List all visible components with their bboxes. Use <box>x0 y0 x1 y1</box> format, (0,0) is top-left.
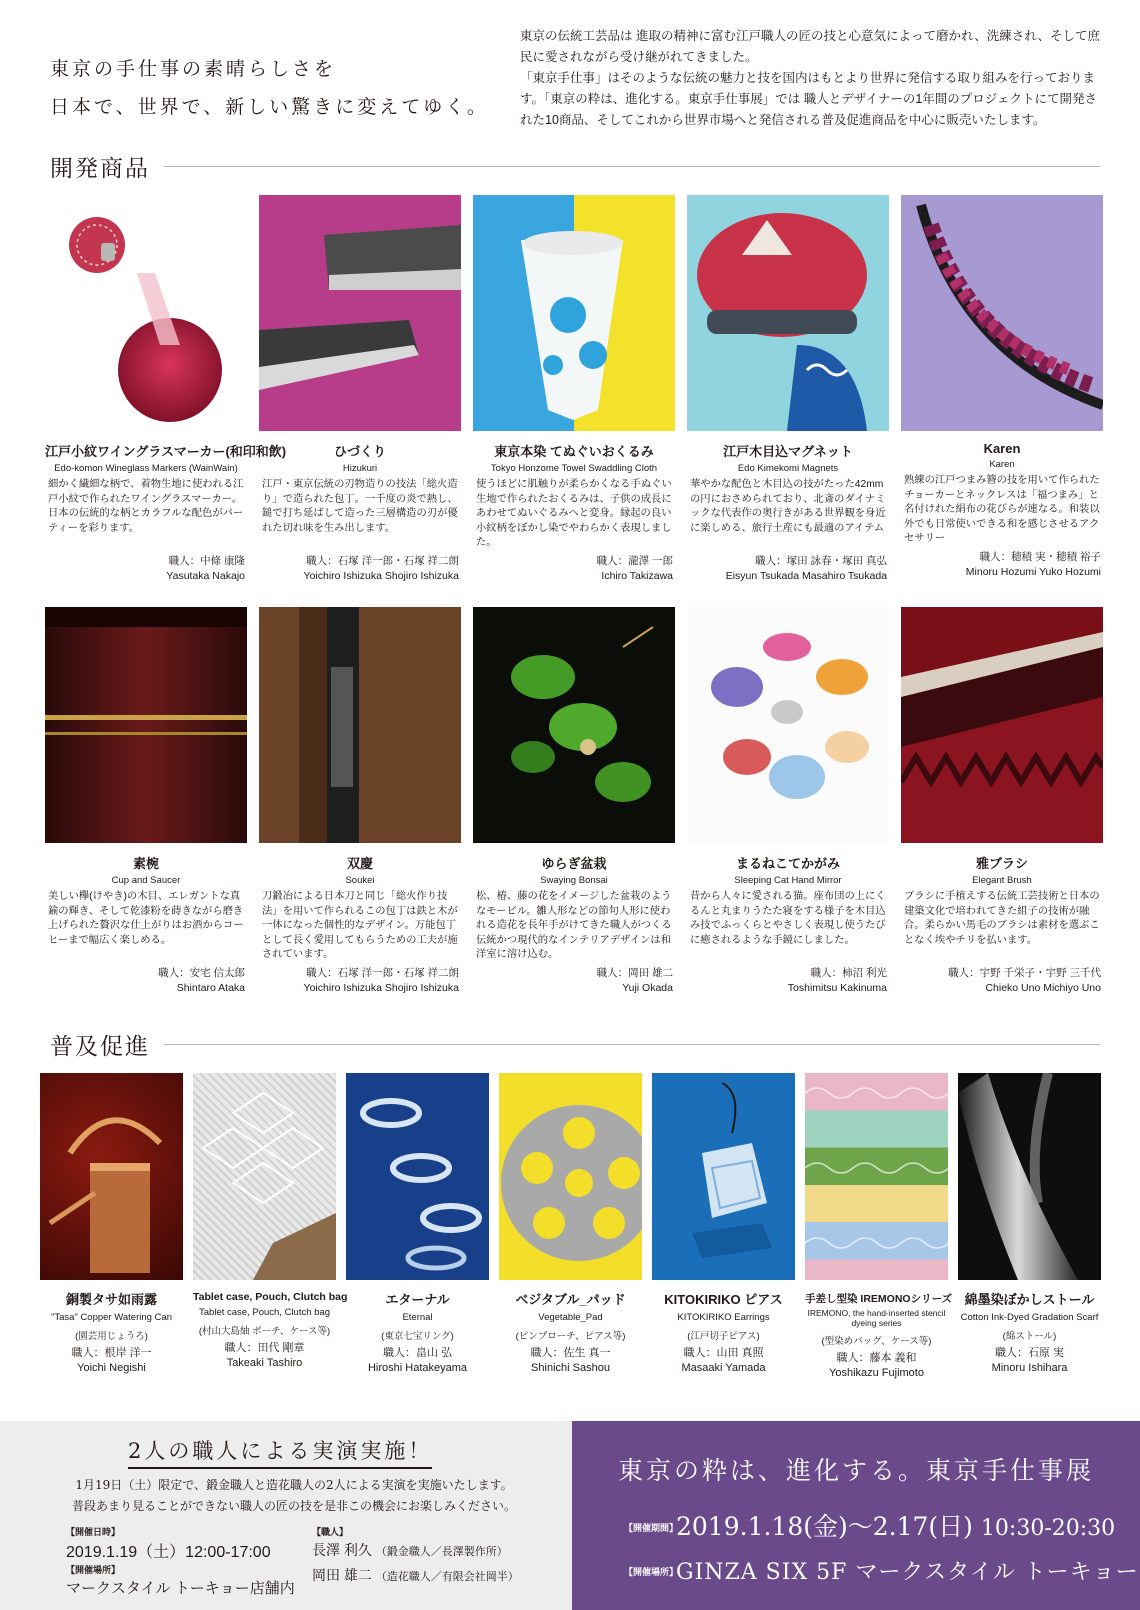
promotion-photo-gradation-scarf <box>958 1073 1101 1280</box>
product-name: 東京本染 てぬぐいおくるみ <box>494 444 654 459</box>
artisan-credit <box>473 554 675 584</box>
product-photo-swaying-bonsai <box>473 607 675 843</box>
product-name-en: Sleeping Cat Hand Mirror <box>734 875 842 886</box>
artisan-en: Shinichi Sashou <box>531 1362 610 1374</box>
product-photo-wineglass-marker <box>45 195 247 431</box>
demo-date-label: 【開催日時】 <box>66 1527 121 1537</box>
artisan-en: Toshimitsu Kakinuma <box>787 982 887 994</box>
product-desc: 細かく繊細な柄で、着物生地に使われる江戸小紋で作られたワイングラスマーカー。日本の伝統的な柄とカラフルな配色がパーティーを彩ります。 <box>48 479 244 534</box>
product-card[interactable] <box>45 607 247 996</box>
artisan-en: Eisyun Tsukada Masahiro Tsukada <box>725 570 887 582</box>
artisan-en: Yoshikazu Fujimoto <box>829 1367 924 1379</box>
demo-artisan-role: （造花職人／有限会社岡半） <box>375 1571 519 1583</box>
product-photo-karen-choker <box>901 195 1103 431</box>
artisan-en: Ichiro Takizawa <box>601 570 673 582</box>
artisan-jp: 職人：安宅 信太郎 <box>158 967 245 979</box>
demo-artisan-1 <box>312 1539 519 1564</box>
artisan-credit <box>499 1346 642 1376</box>
promotion-name-en: KITOKIRIKO Earrings <box>677 1312 770 1323</box>
section-heading-promotion <box>50 1028 1100 1061</box>
product-card[interactable] <box>901 607 1103 996</box>
promotion-name-en: Eternal <box>402 1312 433 1323</box>
artisan-credit <box>45 966 247 996</box>
product-card[interactable] <box>687 195 889 584</box>
demo-artisan-name: 長澤 利久 <box>312 1542 372 1558</box>
promotion-name: エターナル <box>385 1292 450 1307</box>
promotion-sub: (園芸用じょうろ) <box>75 1331 148 1342</box>
event-panel <box>572 1421 1140 1610</box>
product-desc: 華やかな配色と木目込の技がたった42mmの円におさめられており、北斎のダイナミックな代表作の奥行きがある世界観を身近に楽しめる、旅行土産にも最適のアイテム <box>690 479 886 534</box>
product-name: 素椀 <box>132 856 159 871</box>
artisan-en: Minoru Hozumi Yuko Hozumi <box>965 566 1101 578</box>
event-period-label: 【開催期間】 <box>624 1523 679 1533</box>
tagline-line-1: 東京の手仕事の素晴らしさを <box>50 58 337 80</box>
artisan-en: Minoru Ishihara <box>991 1362 1068 1374</box>
demo-artisans-label: 【職人】 <box>312 1527 349 1537</box>
promotion-name-en: "Tasa" Copper Watering Can <box>51 1312 172 1323</box>
demo-artisans <box>312 1539 519 1589</box>
promotion-name: ベジタブル_パッド <box>515 1292 626 1307</box>
promotion-card[interactable] <box>346 1073 489 1381</box>
product-name-en: Karen <box>989 459 1015 470</box>
promotion-card[interactable] <box>40 1073 183 1381</box>
promotion-sub: (東京七宝リング) <box>381 1331 454 1342</box>
artisan-credit <box>259 554 461 584</box>
artisan-credit <box>687 966 889 996</box>
section-rule <box>164 166 1100 167</box>
artisan-en: Shintaro Ataka <box>176 982 245 994</box>
product-photo-cup-and-saucer <box>45 607 247 843</box>
artisan-jp: 職人：藤本 義和 <box>836 1352 917 1364</box>
artisan-en: Yuji Okada <box>622 982 673 994</box>
product-name-en: Edo Kimekomi Magnets <box>737 463 839 474</box>
demo-title: 2人の職人による実演実施！ <box>128 1435 432 1469</box>
product-photo-hizukuri-knife <box>259 195 461 431</box>
intro-text <box>520 26 1100 131</box>
demo-place-label: 【開催場所】 <box>66 1565 121 1575</box>
artisan-en: Chieko Uno Michiyo Uno <box>985 982 1101 994</box>
artisan-jp: 職人：岡田 雄二 <box>596 967 673 979</box>
promotion-name-en: Cotton Ink-Dyed Gradation Scarf <box>960 1312 1099 1323</box>
artisan-en: Yoichiro Ishizuka Shojiro Ishizuka <box>303 982 459 994</box>
product-name: 双慶 <box>346 856 373 871</box>
intro-paragraph-1: 東京の伝統工芸品は 進取の精神に富む江戸職人の匠の技と心意気によって磨かれ、洗練され、そして庶民に愛されながら受け継がれてきました。 <box>520 29 1100 64</box>
promotion-card[interactable] <box>499 1073 642 1381</box>
artisan-jp: 職人：瀧澤 一郎 <box>596 555 673 567</box>
product-photo-soukei-knife <box>259 607 461 843</box>
promotion-name-en: Tablet case, Pouch, Clutch bag <box>199 1307 330 1318</box>
artisan-jp: 職人：穂積 実・穂積 裕子 <box>979 551 1101 563</box>
artisan-credit <box>346 1346 489 1376</box>
product-card[interactable] <box>473 195 675 584</box>
demo-date: 2019.1.19（土）12:00-17:00 <box>66 1544 271 1561</box>
artisan-credit <box>473 966 675 996</box>
artisan-en: Masaaki Yamada <box>681 1362 766 1374</box>
artisan-en: Yoichiro Ishizuka Shojiro Ishizuka <box>303 570 459 582</box>
intro-paragraph-2: 「東京手仕事」はそのような伝統の魅力と技を国内はもとより世界に発信する取り組みを行っております。「東京の粋は、進化する。東京手仕事展」では 職人とデザイナーの1年間のプロジェクトにて開発された10商品、そしてこれから世界市場へと発信される普及促進商品を中心に販売いたします。 <box>520 71 1098 127</box>
product-name: ゆらぎ盆栽 <box>541 856 607 871</box>
product-desc: 松、椿、藤の花をイメージした盆栽のようなモービル。雛人形などの節句人形に使われる造花を長年手がけてきた職人がつくる伝統かつ現代的なインテリアデザインは和洋室に溶け込む。 <box>476 891 672 960</box>
artisan-en: Yoichi Negishi <box>77 1362 146 1374</box>
artisan-jp: 職人：塚田 詠春・塚田 真弘 <box>755 555 887 567</box>
promotion-name: 銅製タサ如雨露 <box>65 1292 157 1307</box>
section-title: 普及促進 <box>50 1034 150 1060</box>
artisan-credit <box>805 1351 948 1381</box>
event-dates: 2019.1.18(金)〜2.17(日) <box>676 1512 973 1541</box>
artisan-jp: 職人：中條 康隆 <box>168 555 245 567</box>
product-name-en: Tokyo Honzome Towel Swaddling Cloth <box>490 463 658 474</box>
product-desc: 刀鍛冶による日本刀と同じ「総火作り技法」を用いて作られるこの包丁は鉄と木が一体になった個性的なデザイン。万能包丁として長く愛用してもらうための工夫が施されています。 <box>262 891 458 960</box>
promotion-photo-kiriko-earrings <box>652 1073 795 1280</box>
promotion-products <box>40 1073 1103 1381</box>
artisan-jp: 職人：根岸 洋一 <box>71 1347 152 1359</box>
product-card[interactable] <box>45 195 287 584</box>
promotion-name: Tablet case, Pouch, Clutch bag <box>193 1291 348 1303</box>
artisan-jp: 職人：山田 真照 <box>683 1347 764 1359</box>
artisan-jp: 職人：石塚 洋一郎・石塚 祥二朗 <box>306 555 459 567</box>
product-name-en: Swaying Bonsai <box>540 875 608 886</box>
promotion-card[interactable] <box>805 1073 953 1381</box>
artisan-credit <box>652 1346 795 1376</box>
product-desc: 昔から人々に愛される猫。座布団の上にくるんと丸まりうたた寝をする様子を木目込み技でふっくらとやさしく表現し使うたびに癒されるような手鏡にしました。 <box>690 891 886 946</box>
event-hours: 10:30-20:30 <box>980 1516 1116 1541</box>
product-name-en: Hizukuri <box>342 463 378 474</box>
artisan-credit <box>901 550 1103 580</box>
promotion-card[interactable] <box>193 1073 348 1381</box>
tagline-line-2: 日本で、世界で、新しい驚きに変えてゆく。 <box>50 96 489 118</box>
product-photo-cat-hand-mirror <box>687 607 889 843</box>
product-name-en: Cup and Saucer <box>111 875 181 886</box>
promotion-sub: (ピンブローチ、ピアス等) <box>515 1331 626 1342</box>
demo-artisan-role: （鍛金職人／長澤製作所） <box>375 1546 508 1558</box>
artisan-credit <box>901 966 1103 996</box>
artisan-jp: 職人：田代 剛章 <box>224 1342 305 1354</box>
product-name: 江戸木目込マグネット <box>723 444 853 459</box>
product-name: Karen <box>983 441 1021 456</box>
section-title: 開発商品 <box>50 156 150 182</box>
demo-text <box>64 1475 524 1517</box>
demo-artisan-2 <box>312 1564 519 1589</box>
tagline <box>50 50 490 126</box>
product-desc: 江戸・東京伝統の刃物造りの技法「総火造り」で造られた包丁。一千度の炎で熱し、鎚で打ち延ばして造った三層構造の刃が優れた切れ味を生み出します。 <box>262 479 458 534</box>
artisan-jp: 職人：石原 実 <box>994 1347 1065 1359</box>
product-name: 雅ブラシ <box>975 856 1028 871</box>
artisan-jp: 職人：佐生 真一 <box>530 1347 611 1359</box>
product-card[interactable] <box>901 195 1103 584</box>
promotion-photo-iremono-series <box>805 1073 948 1280</box>
artisan-credit <box>687 554 889 584</box>
demo-text-line-2: 普段あまり見ることができない職人の匠の技を是非この機会にお楽しみください。 <box>71 1499 516 1513</box>
artisan-en: Takeaki Tashiro <box>226 1357 303 1369</box>
promotion-sub: (綿ストール) <box>1002 1331 1057 1342</box>
product-name: 江戸小紋ワイングラスマーカー(和印和飲) <box>45 444 287 459</box>
product-desc: 熟練の江戸つまみ簪の技を用いて作られたチョーカーとネックレスは「福つまみ」と名付けれた絹布の花びらが連なる。和装以外でも日常使いできる和を感じさせるアクセサリー <box>904 475 1100 544</box>
product-desc: 美しい欅(けやき)の木目、エレガントな真鍮の輝き、そして乾漆粉を蒔きながら磨き上げられた贅沢な仕上がりはお酒からコーヒーまで幅広く楽しめる。 <box>48 891 244 946</box>
artisan-credit <box>40 1346 183 1376</box>
demo-artisan-name: 岡田 雄二 <box>312 1567 372 1583</box>
section-rule <box>164 1044 1100 1045</box>
product-name: ひづくり <box>333 444 386 459</box>
artisan-jp: 職人：畠山 弘 <box>382 1347 453 1359</box>
product-card[interactable] <box>259 195 461 584</box>
promotion-sub: (村山大島紬 ポーチ、ケース等) <box>198 1326 331 1337</box>
promotion-name-en: IREMONO, the hand-inserted stencil dyeing series <box>807 1308 946 1328</box>
product-name: まるねこてかがみ <box>735 856 840 871</box>
product-name-en: Edo-komon Wineglass Markers (WainWain) <box>54 463 238 474</box>
demo-panel <box>0 1421 572 1610</box>
product-name-en: Soukei <box>345 875 375 886</box>
artisan-credit <box>259 966 461 996</box>
promotion-name: KITOKIRIKO ピアス <box>664 1292 783 1307</box>
promotion-photo-vegetable-pad <box>499 1073 642 1280</box>
event-venue-label: 【開催場所】 <box>624 1567 679 1577</box>
promotion-sub: (型染めバッグ、ケース等) <box>821 1336 932 1347</box>
event-title: 東京の粋は、進化する。東京手仕事展 <box>618 1456 1095 1485</box>
product-card[interactable] <box>259 607 461 996</box>
product-card[interactable] <box>473 607 675 996</box>
demo-text-line-1: 1月19日（土）限定で、鍛金職人と造花職人の2人による実演を実施いたします。 <box>75 1478 513 1492</box>
product-desc: 使うほどに肌触りが柔らかくなる手ぬぐい生地で作られたおくるみは、子供の成長にあわせてぬいぐるみへと変身。縁起の良い小紋柄をぼかし染でやわらかく表現しました。 <box>476 479 672 548</box>
artisan-jp: 職人：石塚 洋一郎・石塚 祥二朗 <box>306 967 459 979</box>
promotion-name-en: Vegetable_Pad <box>538 1312 603 1323</box>
artisan-credit <box>45 554 247 584</box>
event-venue: GINZA SIX 5F マークスタイル トーキョー <box>676 1560 1139 1585</box>
artisan-credit <box>958 1346 1101 1376</box>
product-desc: ブラシに手植えする伝統工芸技術と日本の建築文化で培われてきた組子の技術が融合。柔らかい馬毛のブラシは素材を選ぶことなく埃やチリを払います。 <box>904 891 1100 946</box>
promotion-photo-tablet-case <box>193 1073 336 1280</box>
promotion-card[interactable] <box>652 1073 795 1381</box>
product-photo-swaddling-cloth <box>473 195 675 431</box>
promotion-card[interactable] <box>958 1073 1101 1381</box>
artisan-jp: 職人：宇野 千栄子・宇野 三千代 <box>948 967 1101 979</box>
product-photo-elegant-brush <box>901 607 1103 843</box>
section-heading-developed <box>50 150 1100 183</box>
product-card[interactable] <box>687 607 889 996</box>
artisan-jp: 職人：柿沼 利光 <box>810 967 887 979</box>
artisan-credit <box>193 1341 336 1371</box>
artisan-en: Hiroshi Hatakeyama <box>367 1362 468 1374</box>
promotion-name: 綿墨染ぼかしストール <box>964 1292 1095 1307</box>
demo-place: マークスタイル トーキョー店舗内 <box>66 1580 295 1597</box>
promotion-photo-eternal-ring <box>346 1073 489 1280</box>
promotion-name: 手差し型染 IREMONOシリーズ <box>805 1293 953 1305</box>
product-name-en: Elegant Brush <box>972 875 1032 886</box>
product-photo-kimekomi-magnet <box>687 195 889 431</box>
promotion-photo-watering-can <box>40 1073 183 1280</box>
promotion-sub: (江戸切子ピアス) <box>687 1331 760 1342</box>
event-period <box>676 1507 1115 1543</box>
artisan-en: Yasutaka Nakajo <box>166 570 245 582</box>
developed-products-row-2 <box>45 607 1103 996</box>
developed-products-row-1 <box>45 195 1103 584</box>
